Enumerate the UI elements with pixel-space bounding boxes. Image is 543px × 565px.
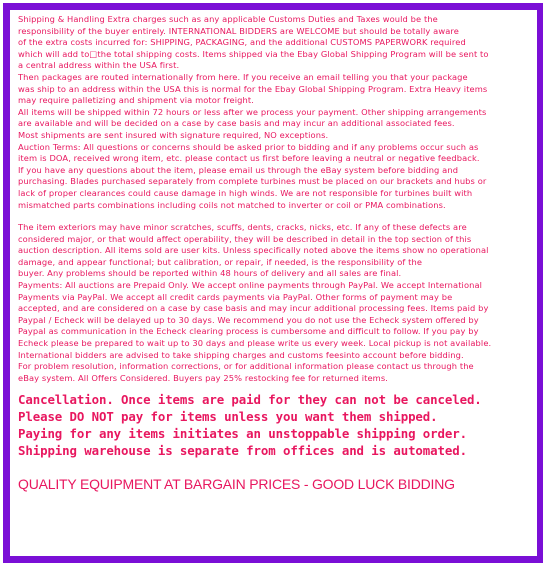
- notice-warehouse: Shipping warehouse is separate from offices and is automated.: [18, 442, 467, 458]
- condition-payment-paragraph: The item exteriors may have minor scratches, scuffs, dents, cracks, nicks, etc. If any of these defects are considered major, or that would affect operability, they will be described in detail in the top section of this auction description. All items sold are user kits. Unless specifically noted above the items show no operational damage, and appear functional; but calibration, or repair, if needed, is the responsibility of the buyer. Any problems should be reported within 48 hours of delivery and all sales are final. Payments: All auctions are Prepaid Only. We accept online payments through PayPal. We accept International Payments via PayPal. We accept all credit cards payments via PayPal. Other forms of payment may be accepted, and are considered on a case by case basis and may incur additional processing fees. Items paid by Paypal / Echeck will be delayed up to 30 days. We recommend you do not use the Echeck system offered by Paypal as communication in the Echeck clearing process is cumbersome and difficult to follow. If you pay by Echeck please be prepared to wait up to 30 days and please write us every week. Local pickup is not available. International bidders are advised to take shipping charges and customs feesinto account before bidding. For problem resolution, information corrections, or for additional information please contact us through the eBay system. All Offers Considered. Buyers pay 25% restocking fee for returned items.: [18, 222, 492, 383]
- notice-shipping-order: Paying for any items initiates an unstoppable shipping order.: [18, 426, 467, 441]
- cancellation-notices: [18, 392, 516, 459]
- terms-frame: [3, 3, 543, 563]
- paragraph-spacer: [18, 211, 516, 222]
- tagline: QUALITY EQUIPMENT AT BARGAIN PRICES - GOOD LUCK BIDDING: [18, 475, 455, 492]
- shipping-terms-paragraph: Shipping & Handling Extra charges such as any applicable Customs Duties and Taxes would be the responsibility of the buyer entirely. INTERNATIONAL BIDDERS are WELCOME but should be totally aware of the extra costs incurred for: SHIPPING, PACKAGING, and the additional CUSTOMS PAPERWORK required which will add to□the total shipping costs. Items shipped via the Ebay Global Shipping Program will be sent to a central address within the USA first. Then packages are routed internationally from here. If you receive an email telling you that your package was ship to an address within the USA this is normal for the Ebay Global Shipping Program. Extra Heavy items may require palletizing and shipment via motor freight. All items will be shipped within 72 hours or less after we process your payment. Other shipping arrangements are available and will be decided on a case by case basis and may incur an additional associated fees. Most shipments are sent insured with signature required, NO exceptions. Auction Terms: All questions or concerns should be asked prior to bidding and if any problems occur such as item is DOA, received wrong item, etc. please contact us first before leaving a neutral or negative feedback. If you have any questions about the item, please email us through the eBay system before bidding and purchasing. Blades purchased separately from complete turbines must be placed on our brackets and hubs or lack of proper clearances could cause damage in high winds. We are not responsible for turbines built with mismatched parts combinations including coils not matched to inverter or coil or PMA combinations.: [18, 14, 489, 210]
- notice-do-not-pay: Please DO NOT pay for items unless you want them shipped.: [18, 409, 438, 425]
- notice-cancellation: Cancellation. Once items are paid for they can not be canceled.: [18, 392, 482, 408]
- terms-content: [18, 14, 516, 493]
